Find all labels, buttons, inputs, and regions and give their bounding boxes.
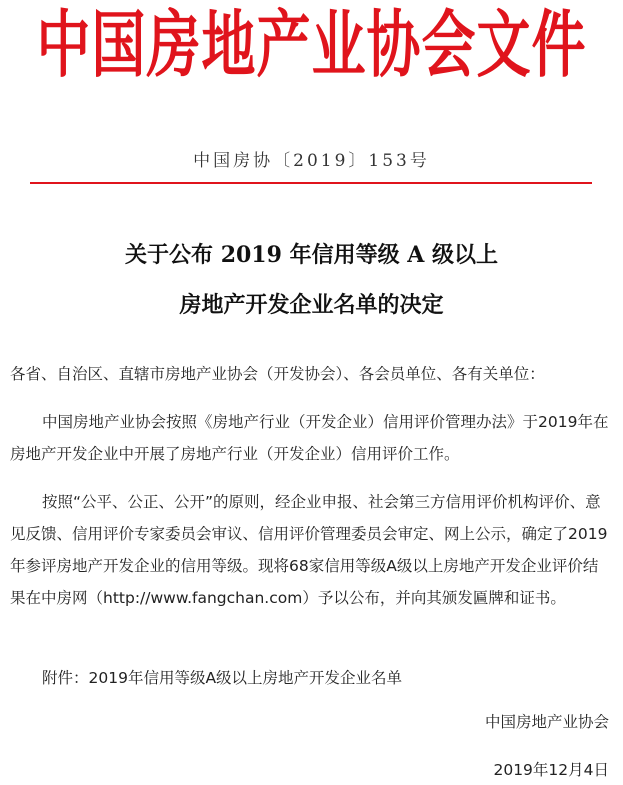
document-number: 中国房协〔2019〕153号 [193, 151, 430, 171]
attachment-note: 附件：2019年信用等级A级以上房地产开发企业名单 [42, 669, 403, 687]
paragraph-2: 按照“公平、公正、公开”的原则，经企业申报、社会第三方信用评价机构评价、意见反馈、信用评价专家委员会审议、信用评价管理委员会审定、网上公示，确定了2019年参评房地产开发企业的信用等级。现将68家信用等级A级以上房地产开发企业评价结果在中房网（http://www.fangchan.com）予以公布，并向其颁发匾牌和证书。 [10, 493, 608, 607]
signature-date: 2019年12月4日 [493, 761, 609, 779]
header-divider [30, 182, 592, 184]
paragraph-1: 中国房地产业协会按照《房地产行业（开发企业）信用评价管理办法》于2019年在房地产开发企业中开展了房地产行业（开发企业）信用评价工作。 [10, 413, 609, 463]
signature-org: 中国房地产业协会 [484, 713, 609, 731]
document-title-line-1: 关于公布 2019 年信用等级 A 级以上 [125, 242, 498, 268]
document-title-line-2: 房地产开发企业名单的决定 [179, 292, 444, 318]
document-header: 中国房地产业协会文件 [36, 1, 587, 88]
salutation: 各省、自治区、直辖市房地产业协会（开发协会）、各会员单位、各有关单位： [10, 365, 545, 383]
